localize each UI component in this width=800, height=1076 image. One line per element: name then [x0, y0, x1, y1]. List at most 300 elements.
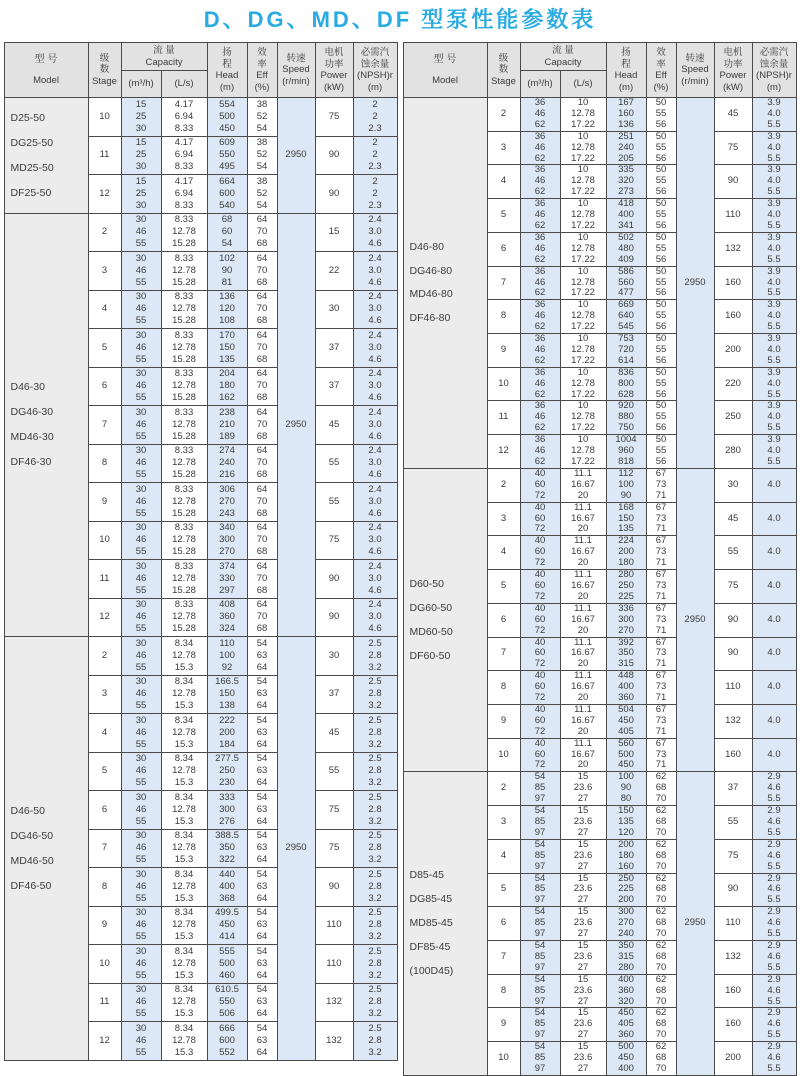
col-header-npsh: 必需汽 蚀余量 (NPSH)r (m) — [353, 43, 397, 98]
flow-m3h-cell: 40 60 72 — [520, 704, 560, 738]
npsh-cell: 2.5 2.8 3.2 — [353, 752, 397, 791]
eff-cell: 38 52 54 — [247, 175, 277, 214]
flow-m3h-cell: 36 46 62 — [520, 334, 560, 368]
col-header-capacity: 流 量 Capacity — [520, 43, 606, 71]
eff-cell: 50 55 56 — [646, 232, 676, 266]
stage-cell: 10 — [88, 945, 121, 984]
stage-cell: 6 — [487, 232, 520, 266]
pump-parameters-table-right — [403, 42, 797, 1076]
head-cell: 251 240 205 — [606, 131, 646, 165]
head-cell: 400 360 320 — [606, 974, 646, 1008]
flow-m3h-cell: 40 60 72 — [520, 637, 560, 671]
flow-ls-cell: 15 23.6 27 — [560, 873, 606, 907]
flow-m3h-cell: 54 85 97 — [520, 1042, 560, 1076]
flow-m3h-cell: 54 85 97 — [520, 873, 560, 907]
flow-ls-cell: 4.17 6.94 8.33 — [161, 136, 207, 175]
flow-m3h-cell: 30 46 55 — [121, 829, 161, 868]
flow-m3h-cell: 36 46 62 — [520, 199, 560, 233]
head-cell: 440 400 368 — [207, 868, 247, 907]
head-cell: 609 550 495 — [207, 136, 247, 175]
flow-m3h-cell: 40 60 72 — [520, 468, 560, 502]
power-cell: 160 — [714, 266, 752, 300]
flow-m3h-cell: 36 46 62 — [520, 98, 560, 132]
flow-m3h-cell: 30 46 55 — [121, 483, 161, 522]
flow-ls-cell: 11.1 16.67 20 — [560, 738, 606, 772]
flow-m3h-cell: 30 46 55 — [121, 791, 161, 830]
model-name: D46-30 — [10, 381, 45, 394]
head-cell: 224 200 180 — [606, 536, 646, 570]
power-cell: 37 — [315, 329, 353, 368]
flow-m3h-cell: 54 85 97 — [520, 806, 560, 840]
eff-cell: 62 68 70 — [646, 839, 676, 873]
eff-cell: 54 63 64 — [247, 637, 277, 676]
eff-cell: 54 63 64 — [247, 714, 277, 753]
flow-ls-cell: 11.1 16.67 20 — [560, 570, 606, 604]
model-cell — [4, 637, 88, 1061]
flow-ls-cell: 8.33 12.78 15.28 — [161, 483, 207, 522]
flow-m3h-cell: 30 46 55 — [121, 983, 161, 1022]
power-cell: 75 — [315, 521, 353, 560]
col-header-speed: 转速 Speed (r/min) — [277, 43, 315, 98]
flow-m3h-cell: 36 46 62 — [520, 300, 560, 334]
power-cell: 55 — [714, 536, 752, 570]
head-cell: 274 240 216 — [207, 444, 247, 483]
stage-cell: 10 — [88, 521, 121, 560]
eff-cell: 50 55 56 — [646, 334, 676, 368]
power-cell: 45 — [315, 714, 353, 753]
eff-cell: 67 73 71 — [646, 502, 676, 536]
eff-cell: 50 55 56 — [646, 266, 676, 300]
flow-ls-cell: 10 12.78 17.22 — [560, 165, 606, 199]
power-cell: 75 — [714, 570, 752, 604]
flow-m3h-cell: 30 46 55 — [121, 598, 161, 637]
stage-cell: 11 — [88, 983, 121, 1022]
stage-cell: 9 — [88, 483, 121, 522]
npsh-cell: 2.9 4.6 5.5 — [752, 940, 796, 974]
eff-cell: 64 70 68 — [247, 560, 277, 599]
eff-cell: 62 68 70 — [646, 1008, 676, 1042]
head-cell: 610.5 550 506 — [207, 983, 247, 1022]
flow-ls-cell: 10 12.78 17.22 — [560, 401, 606, 435]
stage-cell: 7 — [88, 406, 121, 445]
eff-cell: 54 63 64 — [247, 791, 277, 830]
col-header-head: 扬 程 Head (m) — [207, 43, 247, 98]
flow-ls-cell: 8.33 12.78 15.28 — [161, 367, 207, 406]
flow-m3h-cell: 30 46 55 — [121, 521, 161, 560]
stage-cell: 8 — [487, 300, 520, 334]
npsh-cell: 3.9 4.0 5.5 — [752, 334, 796, 368]
flow-ls-cell: 8.34 12.78 15.3 — [161, 675, 207, 714]
npsh-cell: 2.4 3.0 4.6 — [353, 598, 397, 637]
eff-cell: 62 68 70 — [646, 974, 676, 1008]
speed-cell: 2950 — [277, 213, 315, 637]
flow-ls-cell: 8.33 12.78 15.28 — [161, 560, 207, 599]
col-header-eff: 效 率 Eff (%) — [646, 43, 676, 98]
npsh-cell: 2.9 4.6 5.5 — [752, 907, 796, 941]
model-name: D85-45 — [409, 869, 444, 882]
eff-cell: 67 73 71 — [646, 738, 676, 772]
stage-cell: 10 — [487, 1042, 520, 1076]
model-name: D60-50 — [409, 577, 444, 590]
model-cell — [403, 772, 487, 1075]
col-header-capacity-m3h: (m³/h) — [121, 71, 161, 98]
flow-m3h-cell: 36 46 62 — [520, 165, 560, 199]
head-cell: 136 120 108 — [207, 290, 247, 329]
npsh-cell: 2.9 4.6 5.5 — [752, 772, 796, 806]
head-cell: 920 880 750 — [606, 401, 646, 435]
head-cell: 238 210 189 — [207, 406, 247, 445]
power-cell: 250 — [714, 401, 752, 435]
eff-cell: 54 63 64 — [247, 675, 277, 714]
head-cell: 277.5 250 230 — [207, 752, 247, 791]
power-cell: 132 — [714, 232, 752, 266]
stage-cell: 8 — [88, 444, 121, 483]
eff-cell: 54 63 64 — [247, 945, 277, 984]
npsh-cell: 2.5 2.8 3.2 — [353, 829, 397, 868]
flow-m3h-cell: 30 46 55 — [121, 714, 161, 753]
npsh-cell: 2 2 2.3 — [353, 98, 397, 137]
flow-ls-cell: 8.34 12.78 15.3 — [161, 868, 207, 907]
stage-cell: 5 — [487, 199, 520, 233]
model-name: DF25-50 — [10, 186, 52, 199]
head-cell: 150 135 120 — [606, 806, 646, 840]
flow-ls-cell: 11.1 16.67 20 — [560, 603, 606, 637]
eff-cell: 64 70 68 — [247, 213, 277, 252]
stage-cell: 4 — [487, 536, 520, 570]
col-header-npsh: 必需汽 蚀余量 (NPSH)r (m) — [752, 43, 796, 98]
head-cell: 250 225 200 — [606, 873, 646, 907]
flow-m3h-cell: 40 60 72 — [520, 536, 560, 570]
eff-cell: 50 55 56 — [646, 300, 676, 334]
col-header-capacity-ls: (L/s) — [560, 71, 606, 98]
col-header-stage: 级 数 Stage — [487, 43, 520, 98]
stage-cell: 7 — [487, 637, 520, 671]
eff-cell: 64 70 68 — [247, 444, 277, 483]
stage-cell: 4 — [487, 839, 520, 873]
power-cell: 160 — [714, 1008, 752, 1042]
npsh-cell: 4.0 — [752, 738, 796, 772]
stage-cell: 11 — [88, 136, 121, 175]
power-cell: 15 — [315, 213, 353, 252]
head-cell: 554 500 450 — [207, 98, 247, 137]
flow-ls-cell: 8.33 12.78 15.28 — [161, 521, 207, 560]
power-cell: 90 — [714, 873, 752, 907]
head-cell: 168 150 135 — [606, 502, 646, 536]
col-header-eff: 效 率 Eff (%) — [247, 43, 277, 98]
power-cell: 110 — [315, 945, 353, 984]
flow-m3h-cell: 30 46 55 — [121, 906, 161, 945]
power-cell: 90 — [714, 637, 752, 671]
flow-m3h-cell: 54 85 97 — [520, 1008, 560, 1042]
eff-cell: 62 68 70 — [646, 1042, 676, 1076]
stage-cell: 2 — [88, 213, 121, 252]
power-cell: 75 — [315, 791, 353, 830]
head-cell: 666 600 552 — [207, 1022, 247, 1061]
eff-cell: 54 63 64 — [247, 906, 277, 945]
flow-ls-cell: 15 23.6 27 — [560, 839, 606, 873]
eff-cell: 62 68 70 — [646, 806, 676, 840]
stage-cell: 10 — [487, 738, 520, 772]
npsh-cell: 2.5 2.8 3.2 — [353, 675, 397, 714]
stage-cell: 3 — [487, 806, 520, 840]
power-cell: 45 — [714, 98, 752, 132]
flow-m3h-cell: 30 46 55 — [121, 675, 161, 714]
power-cell: 90 — [714, 603, 752, 637]
flow-m3h-cell: 36 46 62 — [520, 367, 560, 401]
flow-ls-cell: 8.34 12.78 15.3 — [161, 1022, 207, 1061]
head-cell: 502 480 409 — [606, 232, 646, 266]
flow-ls-cell: 11.1 16.67 20 — [560, 502, 606, 536]
power-cell: 90 — [315, 175, 353, 214]
flow-ls-cell: 15 23.6 27 — [560, 1008, 606, 1042]
flow-ls-cell: 8.33 12.78 15.28 — [161, 252, 207, 291]
power-cell: 90 — [714, 165, 752, 199]
eff-cell: 62 68 70 — [646, 772, 676, 806]
flow-m3h-cell: 40 60 72 — [520, 603, 560, 637]
power-cell: 37 — [714, 772, 752, 806]
head-cell: 586 560 477 — [606, 266, 646, 300]
stage-cell: 12 — [88, 1022, 121, 1061]
stage-cell: 6 — [487, 907, 520, 941]
eff-cell: 38 52 54 — [247, 136, 277, 175]
model-name: MD46-30 — [10, 431, 54, 444]
head-cell: 200 180 160 — [606, 839, 646, 873]
stage-cell: 6 — [487, 603, 520, 637]
col-header-capacity-m3h: (m³/h) — [520, 71, 560, 98]
power-cell: 110 — [714, 671, 752, 705]
flow-ls-cell: 8.33 12.78 15.28 — [161, 290, 207, 329]
flow-ls-cell: 8.34 12.78 15.3 — [161, 714, 207, 753]
flow-m3h-cell: 30 46 55 — [121, 367, 161, 406]
power-cell: 90 — [315, 868, 353, 907]
model-name: DG60-50 — [409, 601, 453, 614]
flow-ls-cell: 8.34 12.78 15.3 — [161, 906, 207, 945]
eff-cell: 64 70 68 — [247, 367, 277, 406]
head-cell: 167 160 136 — [606, 98, 646, 132]
eff-cell: 38 52 54 — [247, 98, 277, 137]
head-cell: 392 350 315 — [606, 637, 646, 671]
flow-ls-cell: 8.34 12.78 15.3 — [161, 829, 207, 868]
head-cell: 300 270 240 — [606, 907, 646, 941]
model-name: D46-50 — [10, 804, 45, 817]
stage-cell: 5 — [88, 329, 121, 368]
flow-m3h-cell: 54 85 97 — [520, 907, 560, 941]
eff-cell: 50 55 56 — [646, 98, 676, 132]
flow-m3h-cell: 30 46 55 — [121, 945, 161, 984]
flow-ls-cell: 11.1 16.67 20 — [560, 468, 606, 502]
stage-cell: 4 — [487, 165, 520, 199]
stage-cell: 2 — [88, 637, 121, 676]
npsh-cell: 2.5 2.8 3.2 — [353, 868, 397, 907]
table-row — [403, 772, 796, 806]
table-row — [403, 468, 796, 502]
flow-ls-cell: 4.17 6.94 8.33 — [161, 175, 207, 214]
npsh-cell: 2.4 3.0 4.6 — [353, 329, 397, 368]
model-name: MD85-45 — [409, 917, 453, 930]
stage-cell: 7 — [487, 940, 520, 974]
power-cell: 132 — [714, 704, 752, 738]
flow-ls-cell: 8.33 12.78 15.28 — [161, 406, 207, 445]
flow-m3h-cell: 36 46 62 — [520, 401, 560, 435]
model-name: DF46-30 — [10, 456, 52, 469]
head-cell: 418 400 341 — [606, 199, 646, 233]
model-name: DG25-50 — [10, 136, 54, 149]
flow-ls-cell: 10 12.78 17.22 — [560, 367, 606, 401]
stage-cell: 9 — [487, 334, 520, 368]
npsh-cell: 2.9 4.6 5.5 — [752, 974, 796, 1008]
npsh-cell: 3.9 4.0 5.5 — [752, 266, 796, 300]
model-name: (100D45) — [409, 964, 454, 977]
eff-cell: 67 73 71 — [646, 637, 676, 671]
npsh-cell: 4.0 — [752, 502, 796, 536]
head-cell: 408 360 324 — [207, 598, 247, 637]
flow-ls-cell: 11.1 16.67 20 — [560, 637, 606, 671]
model-name: MD46-50 — [10, 854, 54, 867]
stage-cell: 10 — [88, 98, 121, 137]
npsh-cell: 3.9 4.0 5.5 — [752, 401, 796, 435]
stage-cell: 3 — [487, 502, 520, 536]
flow-m3h-cell: 30 46 55 — [121, 868, 161, 907]
flow-ls-cell: 11.1 16.67 20 — [560, 536, 606, 570]
head-cell: 504 450 405 — [606, 704, 646, 738]
head-cell: 555 500 460 — [207, 945, 247, 984]
npsh-cell: 3.9 4.0 5.5 — [752, 367, 796, 401]
stage-cell: 6 — [88, 367, 121, 406]
eff-cell: 64 70 68 — [247, 252, 277, 291]
npsh-cell: 2.4 3.0 4.6 — [353, 213, 397, 252]
col-header-head: 扬 程 Head (m) — [606, 43, 646, 98]
table-row — [4, 213, 397, 252]
eff-cell: 64 70 68 — [247, 290, 277, 329]
npsh-cell: 3.9 4.0 5.5 — [752, 199, 796, 233]
flow-m3h-cell: 30 46 55 — [121, 252, 161, 291]
flow-m3h-cell: 15 25 30 — [121, 98, 161, 137]
npsh-cell: 4.0 — [752, 603, 796, 637]
stage-cell: 5 — [487, 570, 520, 604]
table-row — [4, 98, 397, 137]
model-name: MD25-50 — [10, 161, 54, 174]
head-cell: 560 500 450 — [606, 738, 646, 772]
eff-cell: 50 55 56 — [646, 199, 676, 233]
npsh-cell: 4.0 — [752, 570, 796, 604]
head-cell: 112 100 90 — [606, 468, 646, 502]
power-cell: 90 — [315, 560, 353, 599]
head-cell: 306 270 243 — [207, 483, 247, 522]
npsh-cell: 3.9 4.0 5.5 — [752, 232, 796, 266]
flow-ls-cell: 8.33 12.78 15.28 — [161, 444, 207, 483]
eff-cell: 54 63 64 — [247, 983, 277, 1022]
model-cell — [403, 468, 487, 771]
eff-cell: 62 68 70 — [646, 940, 676, 974]
power-cell: 132 — [315, 1022, 353, 1061]
npsh-cell: 3.9 4.0 5.5 — [752, 98, 796, 132]
stage-cell: 3 — [88, 252, 121, 291]
model-name: DG46-80 — [409, 264, 453, 277]
npsh-cell: 4.0 — [752, 468, 796, 502]
stage-cell: 8 — [487, 671, 520, 705]
stage-cell: 5 — [88, 752, 121, 791]
stage-cell: 7 — [88, 829, 121, 868]
power-cell: 160 — [714, 738, 752, 772]
stage-cell: 2 — [487, 468, 520, 502]
stage-cell: 3 — [487, 131, 520, 165]
flow-ls-cell: 10 12.78 17.22 — [560, 199, 606, 233]
npsh-cell: 4.0 — [752, 671, 796, 705]
eff-cell: 50 55 56 — [646, 131, 676, 165]
npsh-cell: 2.9 4.6 5.5 — [752, 873, 796, 907]
stage-cell: 5 — [487, 873, 520, 907]
model-name: D25-50 — [10, 111, 45, 124]
power-cell: 132 — [714, 940, 752, 974]
model-name: DF85-45 — [409, 941, 451, 954]
eff-cell: 64 70 68 — [247, 521, 277, 560]
speed-cell: 2950 — [676, 98, 714, 469]
flow-ls-cell: 4.17 6.94 8.33 — [161, 98, 207, 137]
npsh-cell: 3.9 4.0 5.5 — [752, 300, 796, 334]
flow-ls-cell: 10 12.78 17.22 — [560, 131, 606, 165]
flow-ls-cell: 10 12.78 17.22 — [560, 232, 606, 266]
head-cell: 753 720 614 — [606, 334, 646, 368]
model-name: DG85-45 — [409, 893, 453, 906]
npsh-cell: 2.5 2.8 3.2 — [353, 714, 397, 753]
npsh-cell: 3.9 4.0 5.5 — [752, 131, 796, 165]
flow-ls-cell: 10 12.78 17.22 — [560, 98, 606, 132]
npsh-cell: 4.0 — [752, 637, 796, 671]
stage-cell: 4 — [88, 290, 121, 329]
npsh-cell: 2.9 4.6 5.5 — [752, 806, 796, 840]
flow-m3h-cell: 54 85 97 — [520, 974, 560, 1008]
flow-m3h-cell: 30 46 55 — [121, 213, 161, 252]
speed-cell: 2950 — [676, 772, 714, 1075]
speed-cell: 2950 — [676, 468, 714, 771]
power-cell: 55 — [315, 483, 353, 522]
head-cell: 204 180 162 — [207, 367, 247, 406]
power-cell: 200 — [714, 334, 752, 368]
flow-ls-cell: 8.33 12.78 15.28 — [161, 598, 207, 637]
model-name: DF46-80 — [409, 312, 451, 325]
npsh-cell: 2.4 3.0 4.6 — [353, 560, 397, 599]
eff-cell: 54 63 64 — [247, 868, 277, 907]
npsh-cell: 2.5 2.8 3.2 — [353, 906, 397, 945]
flow-m3h-cell: 40 60 72 — [520, 738, 560, 772]
eff-cell: 67 73 71 — [646, 603, 676, 637]
eff-cell: 67 73 71 — [646, 536, 676, 570]
eff-cell: 67 73 71 — [646, 468, 676, 502]
head-cell: 222 200 184 — [207, 714, 247, 753]
npsh-cell: 2.5 2.8 3.2 — [353, 983, 397, 1022]
power-cell: 75 — [315, 98, 353, 137]
col-header-capacity-ls: (L/s) — [161, 71, 207, 98]
head-cell: 664 600 540 — [207, 175, 247, 214]
stage-cell: 8 — [487, 974, 520, 1008]
tables-container — [7, 42, 793, 1076]
eff-cell: 67 73 71 — [646, 671, 676, 705]
npsh-cell: 2.5 2.8 3.2 — [353, 945, 397, 984]
npsh-cell: 3.9 4.0 5.5 — [752, 435, 796, 469]
stage-cell: 12 — [88, 175, 121, 214]
flow-m3h-cell: 30 46 55 — [121, 1022, 161, 1061]
col-header-model: 型 号 Model — [4, 43, 88, 98]
stage-cell: 9 — [88, 906, 121, 945]
eff-cell: 50 55 56 — [646, 165, 676, 199]
power-cell: 110 — [714, 907, 752, 941]
stage-cell: 7 — [487, 266, 520, 300]
stage-cell: 2 — [487, 98, 520, 132]
model-name: MD60-50 — [409, 625, 453, 638]
npsh-cell: 2.5 2.8 3.2 — [353, 637, 397, 676]
power-cell: 90 — [315, 136, 353, 175]
head-cell: 280 250 225 — [606, 570, 646, 604]
